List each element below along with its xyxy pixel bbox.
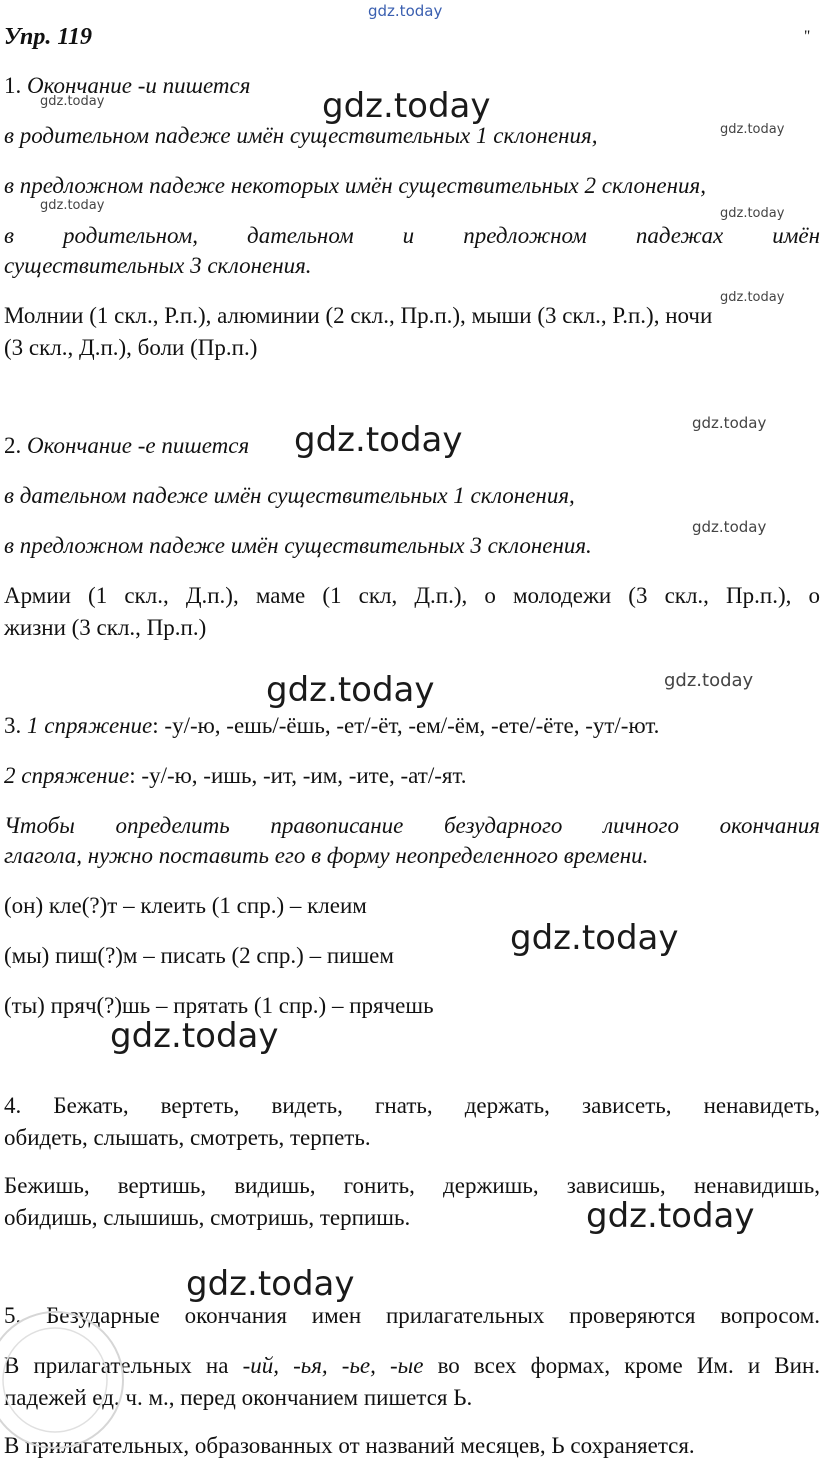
section-number: 2. <box>4 433 27 458</box>
rule-heading: Окончание -и пишется <box>27 73 251 98</box>
watermark: gdz.today <box>664 670 754 691</box>
rule-line: глагола, нужно поставить его в форму неопределенного времени. <box>4 843 649 868</box>
conjugation-label: 2 спряжение <box>4 763 130 788</box>
rule-line: в родительном, дательном и предложном падежах имён <box>4 223 820 248</box>
section-number: 3. <box>4 713 27 738</box>
rule-line: в предложном падеже некоторых имён существительных 2 склонения, <box>4 173 706 198</box>
watermark: gdz.today <box>40 94 105 109</box>
example-line: (3 скл., Д.п.), боли (Пр.п.) <box>4 335 258 360</box>
rule-line: существительных 3 склонения. <box>4 253 312 278</box>
text-fragment: В прилагательных на <box>4 1353 243 1378</box>
watermark: gdz.today <box>720 122 785 137</box>
watermark: gdz.today <box>692 518 767 536</box>
conjugation-2 <box>4 762 820 789</box>
example-line: Молнии (1 скл., Р.п.), алюминии (2 скл., Пр.п.), мыши (3 скл., Р.п.), ночи <box>4 303 713 328</box>
conjugation-label: 1 спряжение <box>27 713 153 738</box>
watermark-top: gdz.today <box>368 2 443 20</box>
verb-forms-line: обидишь, слышишь, смотришь, терпишь. <box>4 1205 411 1230</box>
rule-line: в дательном падеже имён существительных 1 склонения, <box>4 483 575 508</box>
watermark-large: gdz.today <box>294 420 463 460</box>
watermark-large: gdz.today <box>510 918 679 958</box>
rule-line: в родительном падеже имён существительных 1 склонения, <box>4 123 598 148</box>
example-line: (он) кле(?)т – клеить (1 спр.) – клеим <box>4 893 367 918</box>
conjugation-endings: : -у/-ю, -ишь, -ит, -им, -ите, -ат/-ят. <box>129 763 467 788</box>
section-5-rule: падежей ед. ч. м., перед окончанием пишется Ь. <box>4 1385 473 1410</box>
watermark-large: gdz.today <box>266 670 435 710</box>
watermark: gdz.today <box>40 198 105 213</box>
seal-stamp <box>0 1305 170 1455</box>
corner-mark: '' <box>804 28 810 45</box>
section-5-rule: 5. Безударные окончания имен прилагательных проверяются вопросом. <box>4 1303 820 1328</box>
text-fragment: во всех формах, кроме Им. и Вин. <box>423 1353 820 1378</box>
suffix-list: -ий, -ья, -ье, -ые <box>242 1353 424 1378</box>
watermark: gdz.today <box>720 290 785 305</box>
watermark-large: gdz.today <box>586 1196 755 1236</box>
example-line: жизни (3 скл., Пр.п.) <box>4 615 207 640</box>
section-5-rule: В прилагательных, образованных от названий месяцев, Ь сохраняется. <box>4 1433 695 1458</box>
verb-list-line: 4. Бежать, вертеть, видеть, гнать, держать, зависеть, ненавидеть, <box>4 1093 820 1118</box>
rule-heading: Окончание -е пишется <box>27 433 250 458</box>
verb-forms-line: Бежишь, вертишь, видишь, гонить, держишь, зависишь, ненавидишь, <box>4 1173 820 1198</box>
watermark-large: gdz.today <box>110 1016 279 1056</box>
example-line: Армии (1 скл., Д.п.), маме (1 скл, Д.п.), о молодежи (3 скл., Пр.п.), о <box>4 583 820 608</box>
watermark: gdz.today <box>720 206 785 221</box>
example-line: (ты) пряч(?)шь – прятать (1 спр.) – прячешь <box>4 993 434 1018</box>
watermark-large: gdz.today <box>186 1264 355 1304</box>
watermark-large: gdz.today <box>322 86 491 126</box>
section-number: 1. <box>4 73 27 98</box>
example-line: (мы) пиш(?)м – писать (2 спр.) – пишем <box>4 943 394 968</box>
exercise-title: Упр. 119 <box>4 24 93 50</box>
verb-list-line: обидеть, слышать, смотреть, терпеть. <box>4 1125 371 1150</box>
watermark: gdz.today <box>692 414 767 432</box>
conjugation-endings: : -у/-ю, -ешь/-ёшь, -ет/-ёт, -ем/-ём, -ете/-ёте, -ут/-ют. <box>152 713 660 738</box>
conjugation-1 <box>4 712 820 739</box>
rule-line: в предложном падеже имён существительных 3 склонения. <box>4 533 592 558</box>
rule-line: Чтобы определить правописание безударного личного окончания <box>4 813 820 838</box>
